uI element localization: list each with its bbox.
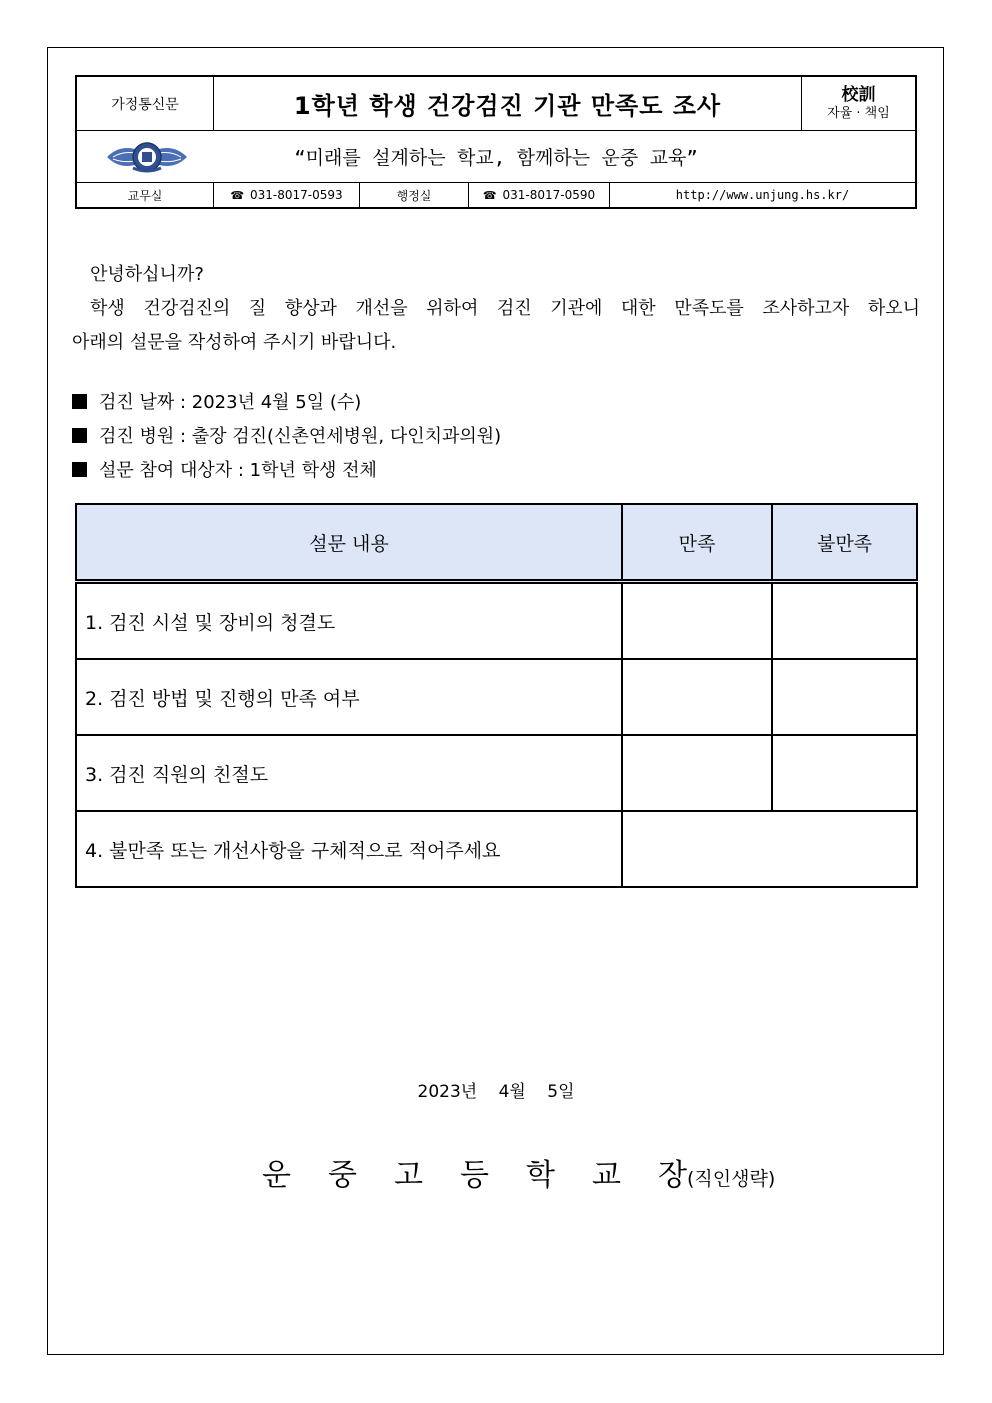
date-month: 4월: [498, 1082, 526, 1102]
survey-header-row: [76, 504, 917, 582]
survey-row: [76, 582, 917, 660]
comment-field[interactable]: [622, 811, 917, 887]
category-label: 가정통신문: [77, 77, 214, 130]
office2-contact: [469, 183, 610, 207]
office1-contact: [214, 183, 360, 207]
motto-title: 校訓: [841, 84, 876, 105]
question-4: 4. 불만족 또는 개선사항을 구체적으로 적어주세요: [76, 811, 622, 887]
info-item: [72, 386, 501, 420]
square-bullet-icon: [72, 462, 87, 477]
intro-line-1: 학생 건강검진의 질 향상과 개선을 위하여 검진 기관에 대한 만족도를 조사하고자 하오니: [90, 298, 920, 319]
greeting: 안녕하십니까?: [90, 264, 204, 285]
seal-omitted-note: (직인생략): [686, 1168, 776, 1190]
date-year: 2023년: [417, 1082, 478, 1102]
survey-row: [76, 735, 917, 811]
header-content: 설문 내용: [76, 504, 622, 582]
unsatisfied-checkbox[interactable]: [772, 659, 917, 735]
info-item: [72, 454, 501, 488]
motto-text: 자율 · 책임: [827, 105, 890, 121]
header-unsatisfied: 불만족: [772, 504, 917, 582]
header-satisfied: 만족: [622, 504, 772, 582]
square-bullet-icon: [72, 394, 87, 409]
signer-char: 교: [592, 1158, 621, 1193]
survey-row: [76, 659, 917, 735]
date-day: 5일: [547, 1082, 575, 1102]
signer-char: 학: [526, 1158, 555, 1193]
signer-char: 장: [658, 1158, 687, 1193]
question-1: 1. 검진 시설 및 장비의 청결도: [76, 582, 622, 660]
question-2: 2. 검진 방법 및 진행의 만족 여부: [76, 659, 622, 735]
signer-char: 고: [394, 1158, 423, 1193]
signer-char: 중: [328, 1158, 357, 1193]
intro-text: [72, 258, 920, 360]
info-date: 검진 날짜 : 2023년 4월 5일 (수): [99, 392, 362, 413]
document-title: 1학년 학생 건강검진 기관 만족도 조사: [293, 92, 722, 120]
survey-row: [76, 811, 917, 887]
signer-char: 운: [262, 1158, 291, 1193]
office1-phone: 031-8017-0593: [250, 188, 343, 202]
issue-date: [0, 1077, 992, 1102]
office2-label: 행정실: [360, 183, 469, 207]
intro-line-2: 아래의 설문을 작성하여 주시기 바랍니다.: [72, 332, 397, 353]
office1-label: 교무실: [77, 183, 214, 207]
question-3: 3. 검진 직원의 친절도: [76, 735, 622, 811]
school-website: http://www.unjung.hs.kr/: [675, 188, 850, 202]
unsatisfied-checkbox[interactable]: [772, 582, 917, 660]
phone-icon: ☎: [230, 188, 245, 202]
satisfied-checkbox[interactable]: [622, 659, 772, 735]
office2-phone: 031-8017-0590: [502, 188, 596, 202]
principal-signature: [262, 1150, 775, 1194]
info-participants: 설문 참여 대상자 : 1학년 학생 전체: [99, 460, 377, 481]
info-list: [72, 386, 501, 488]
newsletter-header: [75, 75, 917, 209]
info-hospital: 검진 병원 : 출장 검진(신촌연세병원, 다인치과의원): [99, 426, 502, 447]
school-logo: [105, 139, 189, 175]
signer-char: 등: [460, 1158, 489, 1193]
survey-table: [75, 503, 918, 888]
info-item: [72, 420, 501, 454]
satisfied-checkbox[interactable]: [622, 735, 772, 811]
square-bullet-icon: [72, 428, 87, 443]
phone-icon: ☎: [482, 188, 497, 202]
unsatisfied-checkbox[interactable]: [772, 735, 917, 811]
satisfied-checkbox[interactable]: [622, 582, 772, 660]
school-motto: [801, 77, 915, 130]
school-slogan: “미래를 설계하는 학교, 함께하는 운중 교육”: [294, 147, 698, 169]
